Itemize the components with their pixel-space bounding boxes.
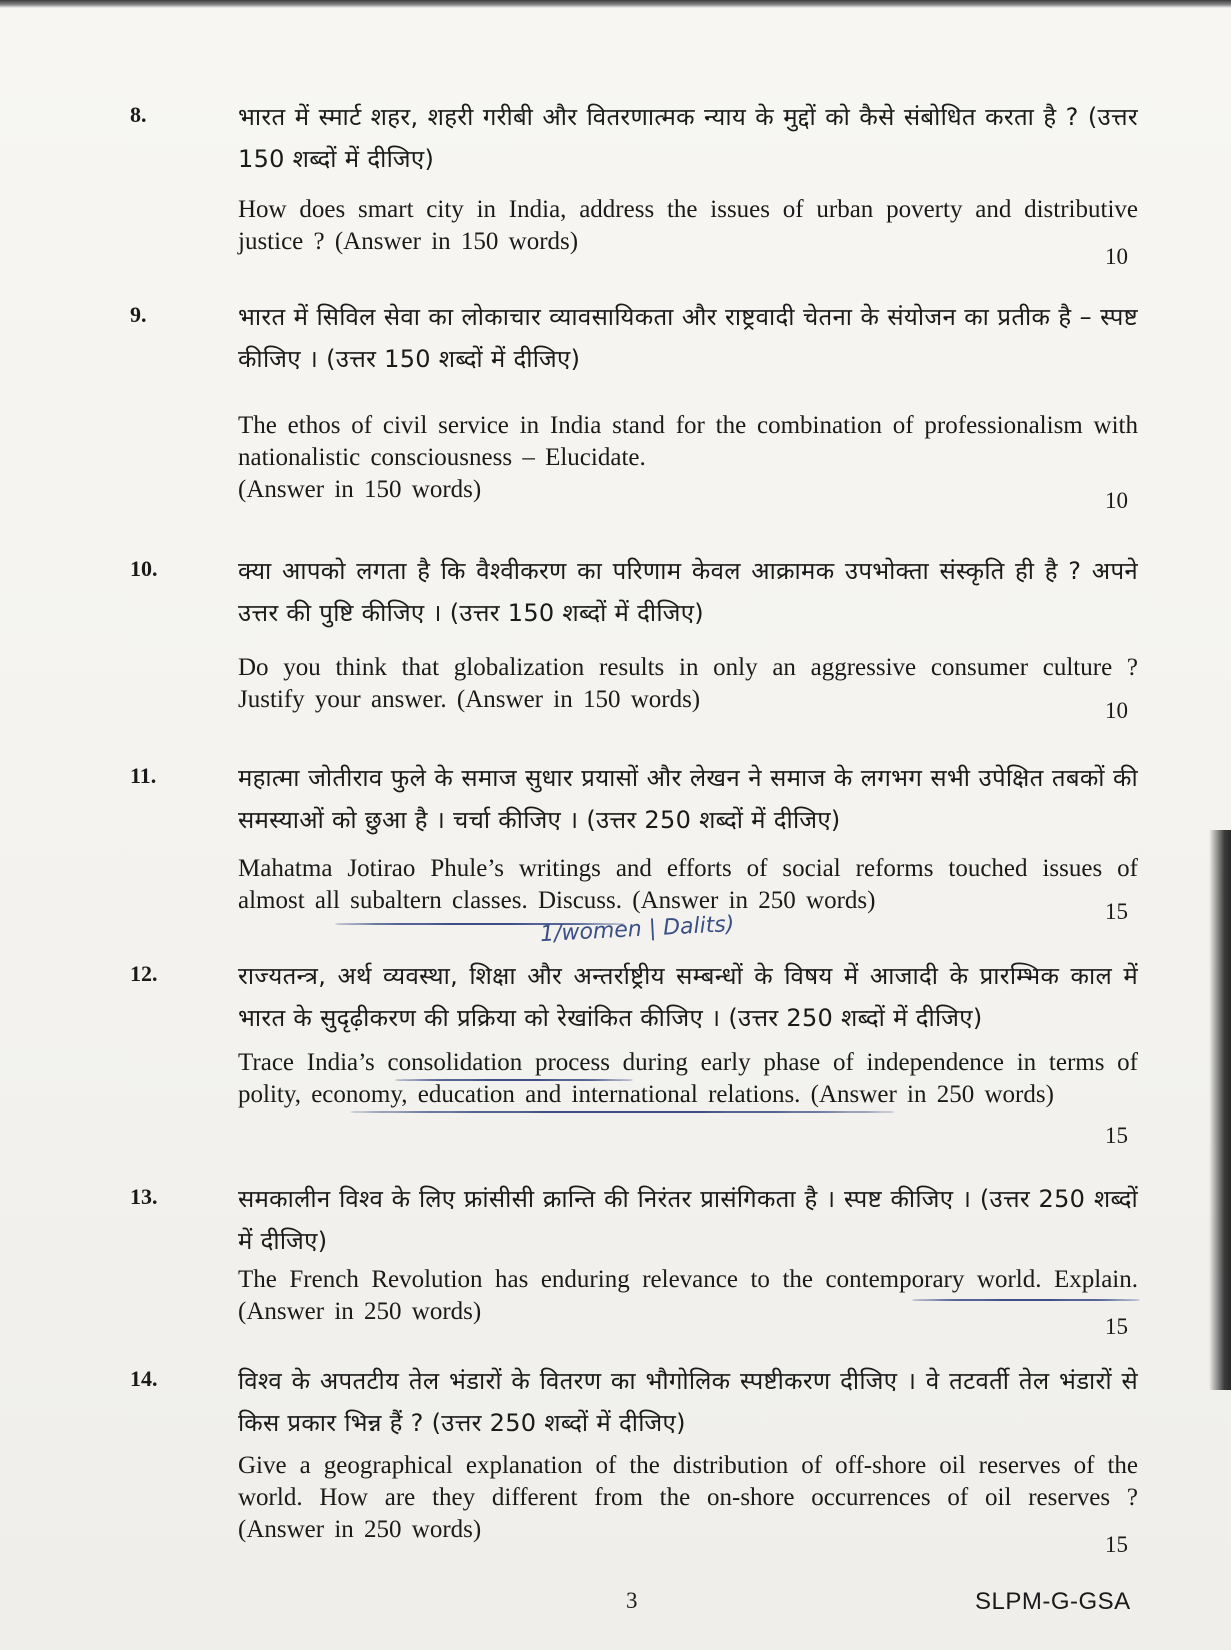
question-english-text: How does smart city in India, address the issues of urban poverty and distributive justice ? (Answer in 150 words) bbox=[238, 196, 1138, 255]
question-number: 14. bbox=[130, 1366, 158, 1391]
paper-code: SLPM-G-GSA bbox=[975, 1588, 1131, 1615]
question-number: 10. bbox=[130, 556, 158, 581]
question-hindi-text: समकालीन विश्व के लिए फ्रांसीसी क्रान्ति की निरंतर प्रासंगिकता है । स्पष्ट कीजिए । (उत्तर 250 शब्दों में दीजिए) bbox=[238, 1185, 1138, 1255]
page-top-edge bbox=[0, 0, 1231, 8]
question-english-text: The French Revolution has enduring relevance to the contemporary world. Explain. (Answer in 250 words) bbox=[238, 1266, 1138, 1325]
question-english-text: Do you think that globalization results in only an aggressive consumer culture ? Justify your answer. (Answer in 150 words) bbox=[238, 654, 1138, 713]
question-number: 8. bbox=[130, 102, 147, 127]
question-english-text: Trace India’s consolidation process during early phase of independence in terms of polity, economy, education and international relations. (Answer in 250 words) bbox=[238, 1049, 1138, 1108]
question-number: 12. bbox=[130, 961, 158, 986]
question-marks: 15 bbox=[1105, 1532, 1128, 1557]
question-marks: 10 bbox=[1105, 488, 1128, 513]
question-marks: 15 bbox=[1105, 899, 1128, 924]
question-english-text: Give a geographical explanation of the distribution of off-shore oil reserves of the world. How are they different from the on-shore occurrences of oil reserves ? (Answer in 250 words) bbox=[238, 1452, 1138, 1543]
question-number: 11. bbox=[130, 763, 157, 788]
question-hindi-text: महात्मा जोतीराव फुले के समाज सुधार प्रयासों और लेखन ने समाज के लगभग सभी उपेक्षित तबकों की समस्याओं को छुआ है । चर्चा कीजिए । (उत्तर 250 शब्दों में दीजिए) bbox=[238, 764, 1138, 834]
pen-underline bbox=[395, 1079, 633, 1081]
question-marks: 10 bbox=[1105, 698, 1128, 723]
handwritten-note: 1/women | Dalits) bbox=[539, 911, 736, 948]
question-hindi-text: क्या आपको लगता है कि वैश्वीकरण का परिणाम केवल आक्रामक उपभोक्ता संस्कृति ही है ? अपने उत्तर की पुष्टि कीजिए । (उत्तर 150 शब्दों में दीजिए) bbox=[238, 557, 1138, 627]
question-english-word-limit: (Answer in 150 words) bbox=[238, 476, 482, 503]
pen-underline bbox=[912, 1299, 1140, 1301]
question-hindi-text: विश्व के अपतटीय तेल भंडारों के वितरण का भौगोलिक स्पष्टीकरण दीजिए । वे तटवर्ती तेल भंडारों से किस प्रकार भिन्न हैं ? (उत्तर 250 शब्दों में दीजिए) bbox=[238, 1367, 1138, 1437]
question-number: 13. bbox=[130, 1184, 158, 1209]
question-hindi-text: राज्यतन्त्र, अर्थ व्यवस्था, शिक्षा और अन्तर्राष्ट्रीय सम्बन्धों के विषय में आजादी के प्रारम्भिक काल में भारत के सुदृढ़ीकरण की प्रक्रिया को रेखांकित कीजिए । (उत्तर 250 शब्दों में दीजिए) bbox=[238, 962, 1138, 1032]
question-hindi-text: भारत में सिविल सेवा का लोकाचार व्यावसायिकता और राष्ट्रवादी चेतना के संयोजन का प्रतीक है – स्पष्ट कीजिए । (उत्तर 150 शब्दों में दीजिए) bbox=[238, 303, 1138, 373]
question-marks: 10 bbox=[1105, 244, 1128, 269]
question-hindi-text: भारत में स्मार्ट शहर, शहरी गरीबी और वितरणात्मक न्याय के मुद्दों को कैसे संबोधित करता है ? (उत्तर 150 शब्दों में दीजिए) bbox=[238, 103, 1138, 173]
question-english-text: Mahatma Jotirao Phule’s writings and efforts of social reforms touched issues of almost all subaltern classes. Discuss. (Answer in 250 words) bbox=[238, 855, 1138, 914]
page-edge-shadow bbox=[1209, 830, 1231, 1390]
question-marks: 15 bbox=[1105, 1123, 1128, 1148]
question-english-text: The ethos of civil service in India stand for the combination of professionalism with nationalistic consciousness – Elucidate. bbox=[238, 412, 1138, 471]
question-number: 9. bbox=[130, 302, 147, 327]
pen-underline bbox=[350, 1111, 895, 1113]
page-number: 3 bbox=[626, 1588, 638, 1613]
question-marks: 15 bbox=[1105, 1314, 1128, 1339]
